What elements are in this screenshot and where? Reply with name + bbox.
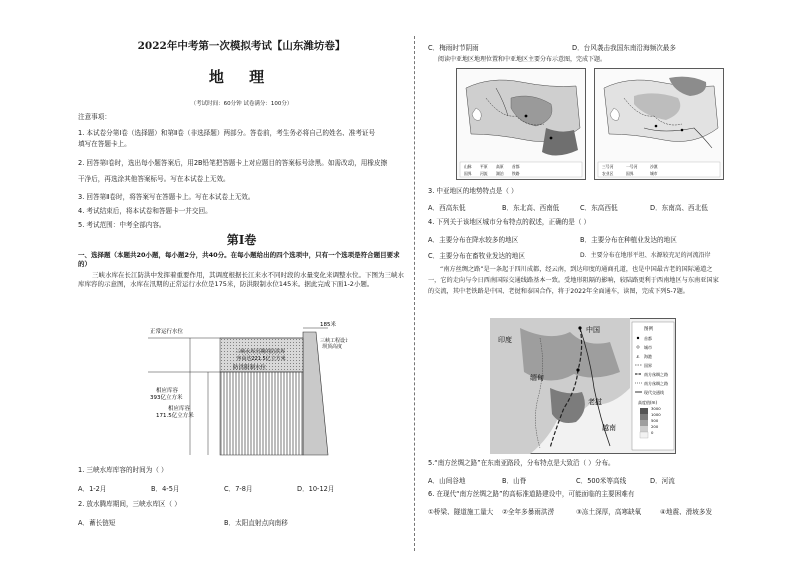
chengdu-city bbox=[578, 326, 581, 329]
height-value: 1000 bbox=[651, 412, 661, 417]
q5-option-d[interactable]: D．河流 bbox=[650, 477, 675, 485]
q3-option-a[interactable]: A．西高东低 bbox=[428, 204, 466, 212]
map2-legend-item: 三号河 bbox=[602, 164, 614, 169]
map1-legend bbox=[460, 162, 582, 177]
southern-silk-road-map bbox=[490, 318, 676, 454]
kunming-city bbox=[576, 368, 579, 371]
notice-item: 5. 考试范围：中考全部内容。 bbox=[78, 221, 166, 229]
q6-statement-3: ③冻土深厚，高寒缺氧 bbox=[576, 508, 642, 516]
q6-statement-2: ②全年多暴雨洪涝 bbox=[502, 508, 555, 516]
map-intro: 阅读中亚地区地理位置和中亚地区主要分布示意图，完成下题。 bbox=[438, 56, 607, 63]
map1-legend-item: 河流 bbox=[480, 171, 488, 176]
map1-mountain bbox=[542, 128, 578, 156]
q6-statement-4: ④地震、滑坡多发 bbox=[660, 508, 713, 516]
notice-title: 注意事项： bbox=[78, 113, 111, 121]
map2-legend-item: 国界 bbox=[626, 171, 634, 176]
map1-legend-item: 首都 bbox=[512, 164, 520, 169]
dam-label: 三峡工程设计 坝顶高度 bbox=[320, 338, 348, 350]
prev-option-c[interactable]: C．梅雨时节阴雨 bbox=[428, 44, 479, 52]
legend-port-marker: ⚓ bbox=[636, 354, 640, 359]
height-swatch bbox=[640, 426, 648, 432]
map2-legend bbox=[598, 162, 720, 177]
height-swatch bbox=[640, 432, 648, 438]
height-title: 高度值(m) bbox=[638, 400, 658, 405]
map2-legend-item: 沙漠 bbox=[650, 164, 658, 169]
legend-item: 现代交通线 bbox=[644, 390, 664, 395]
legend-title: 图例 bbox=[644, 327, 653, 332]
map1-capital bbox=[525, 115, 528, 118]
q3-option-b[interactable]: B．东北高、西南低 bbox=[502, 204, 560, 212]
height-label: 185米 bbox=[320, 322, 336, 328]
limit-level-label: 防洪限制水位 bbox=[233, 365, 267, 371]
q4-option-d[interactable]: D．主要分布在地形平坦、水源较充足的河流沿岸 bbox=[580, 252, 711, 259]
central-asia-terrain-map bbox=[456, 68, 586, 180]
question-5: 5.“南方丝绸之路”在东南亚路段，分布特点是大致沿（ ）分布。 bbox=[428, 459, 615, 467]
map1-legend-item: 高原 bbox=[496, 164, 504, 169]
exam-title: 2022年中考第一次模拟考试【山东潍坊卷】 bbox=[137, 40, 346, 52]
notice-item: 干净后，再选涂其他答案标号。写在本试卷上无效。 bbox=[78, 175, 230, 183]
cap2-label: 相应库容 171.5亿立方米 bbox=[156, 406, 194, 419]
prev-option-d[interactable]: D．台风袭击我国东南沿海频次最多 bbox=[572, 44, 676, 52]
q3-option-d[interactable]: D．东南高、西北低 bbox=[650, 204, 708, 212]
reservoir-figure bbox=[148, 320, 348, 460]
vietnam-label: 越南 bbox=[602, 424, 616, 432]
map1-legend-item: 山脉 bbox=[464, 164, 472, 169]
dam-shape bbox=[303, 332, 328, 455]
map2-city bbox=[655, 125, 658, 128]
q5-option-c[interactable]: C．500米等高线 bbox=[576, 477, 627, 485]
q1-option-d[interactable]: D．10-12月 bbox=[297, 485, 335, 493]
legend-item: 首都 bbox=[644, 336, 652, 341]
india-label: 印度 bbox=[498, 336, 512, 344]
normal-level-label: 正常运行水位 bbox=[150, 329, 184, 335]
question-1: 1. 三峡水库库容的时间为（ ） bbox=[78, 466, 168, 474]
map2-city bbox=[681, 129, 684, 132]
silk-road-intro: “南方丝绸之路”是一条起于四川成都，经云南，到达印度的通商孔道，也是中国最古老的国际通道之一，它的走向与今日西南国际交通线路基本一致。受地形阻隔的影响，较陆路更利于西南地区与东南亚国家的交流，其中老铁路是中国、老挝和泰国合作，将于2022年全面通车，读图，完成下列5-7题。 bbox=[428, 266, 719, 295]
height-value: 200 bbox=[651, 424, 659, 429]
legend-item: 南方丝绸之路 bbox=[644, 372, 668, 377]
question-4: 4. 下列关于该地区城市分布特点的叙述，正确的是（ ） bbox=[428, 218, 591, 226]
laos-label: 老挝 bbox=[588, 398, 602, 406]
section-title: 第Ⅰ卷 bbox=[226, 233, 257, 247]
china-label: 中国 bbox=[586, 326, 600, 334]
myanmar-label: 缅甸 bbox=[530, 374, 544, 382]
q3-option-c[interactable]: C．东高西低 bbox=[580, 204, 618, 212]
silk-map-ridge bbox=[550, 388, 585, 423]
question-6: 6. 在现代“南方丝绸之路”的高标准道路建设中，可能面临的主要困难有 bbox=[428, 490, 635, 498]
q5-option-b[interactable]: B．山脊 bbox=[502, 477, 527, 485]
notice-item: 2. 回答第Ⅰ卷时，选出每小题答案后，用2B铅笔把答题卡上对应题目的答案标号涂黑。如需改动，用橡皮擦 bbox=[78, 159, 388, 167]
flood-capacity-label: 三峡水库汛期的防洪库 容高达221.5亿立方米 bbox=[235, 349, 286, 362]
height-value: 0 bbox=[651, 430, 654, 435]
map1-legend-item: 铁路 bbox=[512, 171, 520, 176]
question-2: 2. 放水腾库期间，三峡水库区（ ） bbox=[78, 500, 181, 508]
q6-statement-1: ①桥梁、隧道施工量大 bbox=[428, 508, 494, 516]
legend-item: 国界 bbox=[644, 363, 652, 368]
section-instruction: 一、选择题（本题共20小题，每小题2分，共40分。在每小题给出的四个选项中，只有一个选项是符合题目要求的） bbox=[78, 251, 400, 268]
q5-option-a[interactable]: A．山间谷地 bbox=[428, 477, 466, 485]
map2-legend-item: 一号河 bbox=[626, 164, 638, 169]
q1-option-b[interactable]: B．4-5月 bbox=[151, 485, 180, 493]
map1-legend-item: 湖泊 bbox=[496, 171, 504, 176]
height-swatch bbox=[640, 414, 648, 420]
q4-option-c[interactable]: C．主要分布在畜牧业发达的地区 bbox=[428, 252, 525, 260]
q1-option-a[interactable]: A．1-2月 bbox=[78, 485, 107, 493]
height-swatch bbox=[640, 420, 648, 426]
legend-item: 城市 bbox=[644, 345, 652, 350]
central-asia-distribution-map bbox=[594, 68, 724, 180]
reservoir-diagram bbox=[148, 320, 348, 460]
map2-legend-item: 城市 bbox=[650, 171, 658, 176]
subject-title: 地 理 bbox=[208, 68, 275, 86]
cap1-label: 相应库容 393亿立方米 bbox=[150, 388, 183, 401]
legend-item: 海港 bbox=[644, 354, 652, 359]
storage-region bbox=[220, 372, 303, 455]
map1-capital bbox=[550, 137, 553, 140]
q4-option-b[interactable]: B．主要分布在种植业发达的地区 bbox=[580, 236, 677, 244]
q2-option-a[interactable]: A．蓄长链短 bbox=[78, 519, 116, 527]
legend-city-marker bbox=[637, 346, 639, 348]
map1-legend-item: 平原 bbox=[480, 164, 488, 169]
column-divider bbox=[414, 36, 415, 551]
notice-item: 1. 本试卷分第Ⅰ卷（选择题）和第Ⅱ卷（非选择题）两部分。答卷前，考生务必将自己的姓名、准考证号 bbox=[78, 129, 376, 137]
legend-capital-marker bbox=[637, 337, 639, 339]
section-intro: 三峡水库在长江防洪中发挥着重要作用，其调度根据长江来水不同时段的水量变化来调整水位。下图为三峡水库库容的示意图，水库在汛期的正常运行水位是175米，防洪限制水位145米。据此完成下面1-2小题。 bbox=[78, 271, 404, 288]
notice-item: 3. 回答第Ⅱ卷时，将答案写在答题卡上。写在本试卷上无效。 bbox=[78, 193, 255, 201]
legend-item: 南方丝绸之路 bbox=[644, 381, 668, 386]
notice-item: 4. 考试结束后，将本试卷和答题卡一并交回。 bbox=[78, 207, 212, 215]
q4-option-a[interactable]: A．主要分布在降水较多的地区 bbox=[428, 236, 519, 244]
exam-meta: （考试时间：60分钟 试卷满分：100分） bbox=[190, 101, 293, 107]
map1-legend-item: 国界 bbox=[464, 171, 472, 176]
height-swatch bbox=[640, 408, 648, 414]
question-3: 3. 中亚地区的地势特点是（ ） bbox=[428, 187, 518, 195]
q1-option-c[interactable]: C．7-8月 bbox=[224, 485, 253, 493]
notice-item: 填写在答题卡上。 bbox=[78, 140, 131, 148]
map2-legend-item: 农业区 bbox=[602, 171, 614, 176]
height-value: 500 bbox=[651, 418, 659, 423]
height-value: 3000 bbox=[651, 406, 661, 411]
q2-option-b[interactable]: B．太阳直射点向南移 bbox=[224, 519, 288, 527]
